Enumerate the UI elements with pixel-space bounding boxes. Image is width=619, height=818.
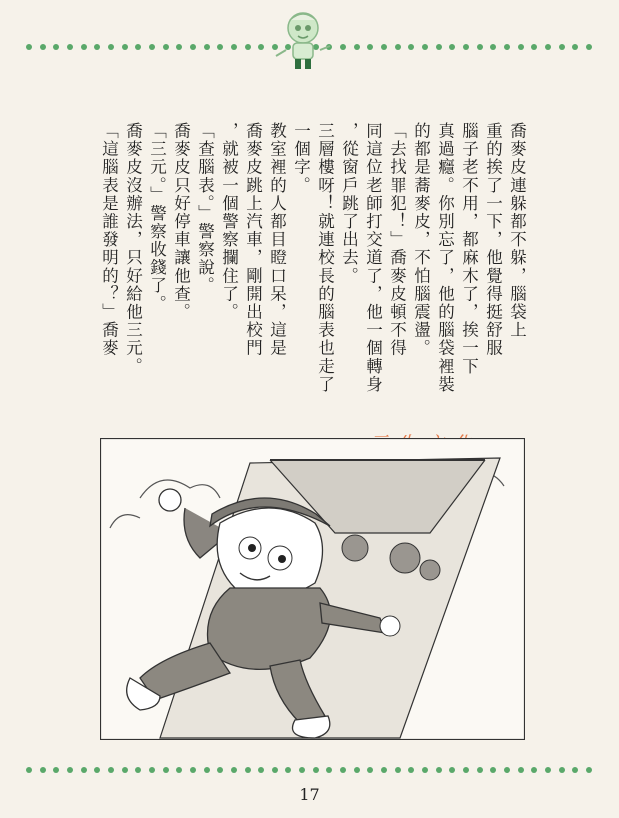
border-dot [26,767,32,773]
border-dot [204,44,210,50]
border-dot [81,767,87,773]
border-dot [422,44,428,50]
border-dot [94,44,100,50]
border-dot [545,44,551,50]
border-dot [586,44,592,50]
text-column: 「查腦表。」警察說。 [195,122,215,295]
border-dot [149,767,155,773]
text-column: 三層樓呀！就連校長的腦表也走了 [315,122,335,394]
border-dot [572,44,578,50]
text-column: 真過癮。你別忘了，他的腦袋裡裝 [435,122,455,394]
border-dot [299,767,305,773]
border-dot [463,767,469,773]
border-dot [231,767,237,773]
border-dot [245,44,251,50]
border-dot [67,44,73,50]
border-dot [586,767,592,773]
border-dot [463,44,469,50]
border-dot [531,44,537,50]
border-dot [217,44,223,50]
border-dot [122,44,128,50]
border-dot [217,767,223,773]
border-dot [231,44,237,50]
text-column: 腦子老不用，都麻木了，挨一下 [459,122,479,376]
text-column: 一個字。 [291,122,311,195]
text-column: ，就被一個警察攔住了。 [219,122,239,322]
border-dot [545,767,551,773]
border-dot [531,767,537,773]
border-dot [272,767,278,773]
border-dot [176,44,182,50]
text-column: ，從窗戶跳了出去。 [339,122,359,285]
text-column: 喬麥皮沒辦法，只好給他三元。 [123,122,143,376]
border-dot [490,767,496,773]
text-column: 同這位老師打交道了，他一個轉身 [363,122,383,394]
border-dot [67,767,73,773]
text-column: 重的挨了一下，他覺得挺舒服 [483,122,503,358]
border-dot [504,44,510,50]
border-dot [367,767,373,773]
border-dot [559,767,565,773]
border-dot [135,44,141,50]
border-dot [53,767,59,773]
border-dot [163,44,169,50]
border-dot [408,767,414,773]
border-dot [422,767,428,773]
text-column: 喬麥皮連躲都不躲，腦袋上 [507,122,527,340]
border-dot [340,767,346,773]
border-dot [395,767,401,773]
border-dot [176,767,182,773]
border-dot [354,44,360,50]
border-dot [26,44,32,50]
border-dot [477,767,483,773]
border-dot [258,767,264,773]
text-column: 教室裡的人都目瞪口呆，這是 [267,122,287,358]
border-dot [504,767,510,773]
border-dot [449,767,455,773]
border-dot [449,44,455,50]
border-dot [367,44,373,50]
text-column: 「這腦表是誰發明的？」喬麥 [99,122,119,358]
text-column: 的都是蕎麥皮，不怕腦震盪。 [411,122,431,358]
border-dot [490,44,496,50]
border-dot [354,767,360,773]
border-dot [436,767,442,773]
border-dot [436,44,442,50]
border-dot [518,44,524,50]
border-dot [94,767,100,773]
border-dot [108,767,114,773]
border-dot [559,44,565,50]
border-dot [40,44,46,50]
border-dot [163,767,169,773]
text-column: 「三元。」警察收錢了。 [147,122,167,313]
illustration-boy-jumping [100,438,525,740]
border-dot [381,44,387,50]
border-dot [326,767,332,773]
border-dot [122,767,128,773]
text-column: 喬麥皮只好停車讓他查。 [171,122,191,322]
text-column: 「去找罪犯！」喬麥皮頓不得 [387,122,407,358]
border-dot [518,767,524,773]
border-dot [245,767,251,773]
text-column: 喬麥皮跳上汽車，剛開出校門 [243,122,263,358]
border-dot [190,767,196,773]
border-dot [408,44,414,50]
border-dot [477,44,483,50]
border-dot [149,44,155,50]
border-dot [40,767,46,773]
border-dot [81,44,87,50]
page-number: 17 [299,785,320,804]
border-dot [190,44,196,50]
border-dot [381,767,387,773]
border-dot [108,44,114,50]
border-dot [53,44,59,50]
bottom-dot-border [26,766,592,774]
mascot-icon [258,6,348,76]
border-dot [204,767,210,773]
border-dot [285,767,291,773]
text-block [100,122,530,422]
border-dot [395,44,401,50]
border-dot [313,767,319,773]
border-dot [572,767,578,773]
border-dot [135,767,141,773]
